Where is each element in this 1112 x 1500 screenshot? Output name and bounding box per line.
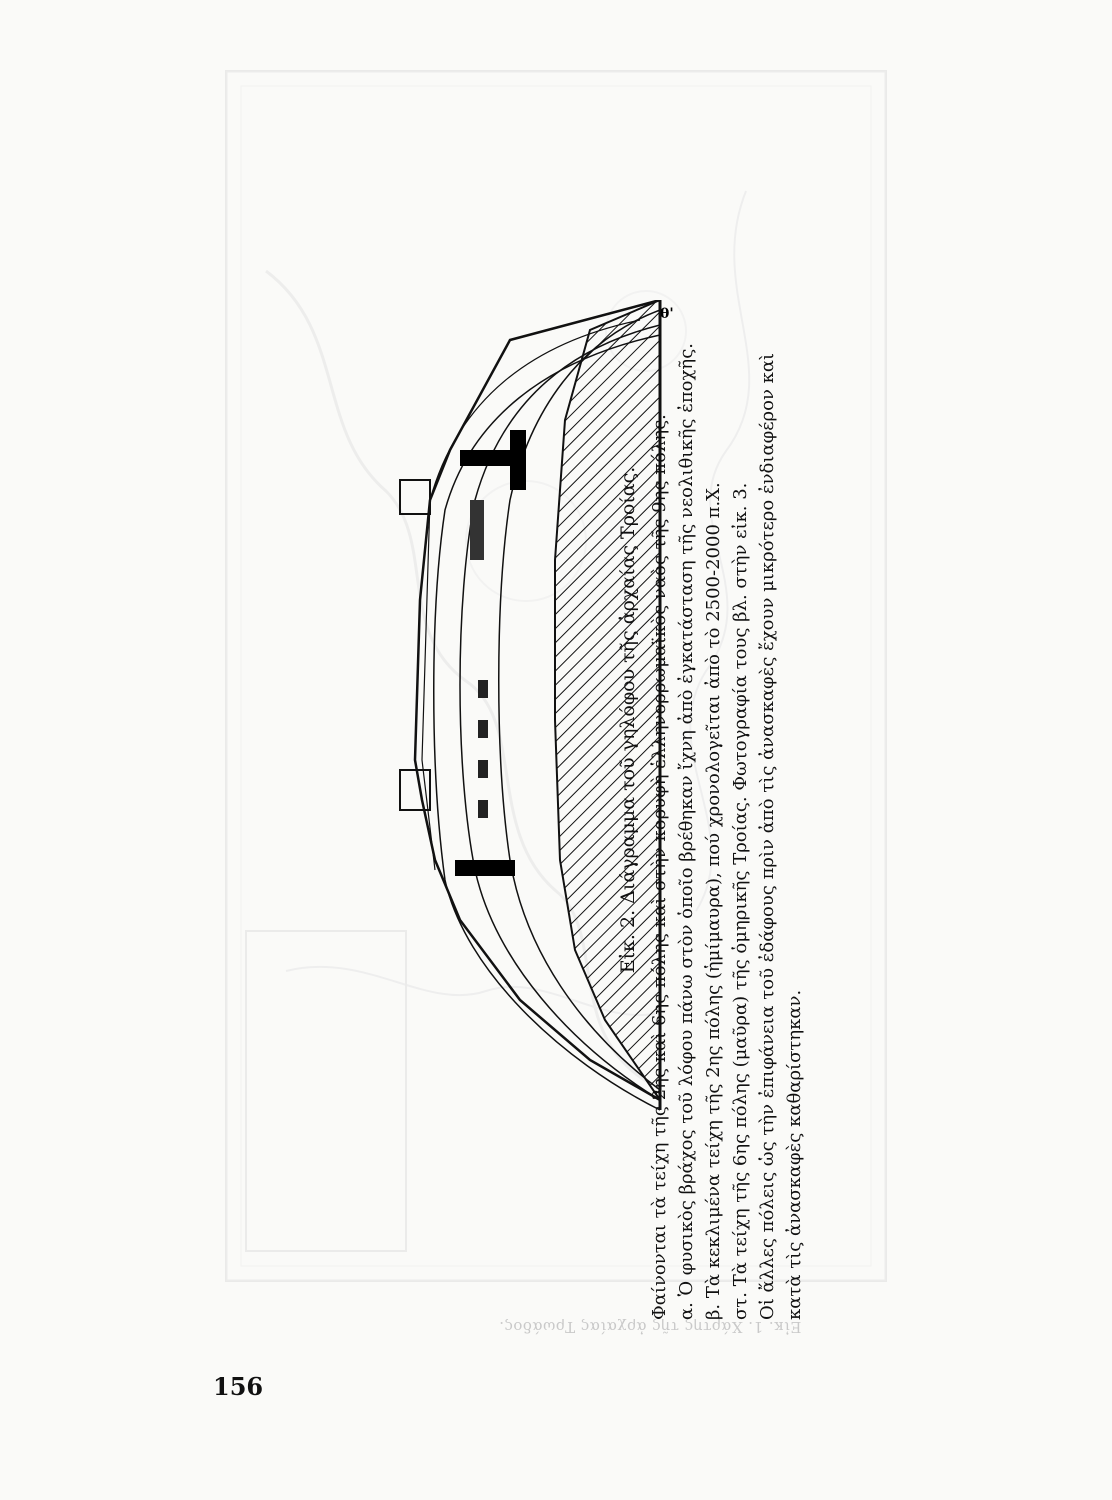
wall-2nd-city xyxy=(478,720,488,738)
wall-6th-city xyxy=(455,860,515,876)
page-number: 156 xyxy=(213,1372,264,1401)
wall-2nd-city xyxy=(478,760,488,778)
caption-line: στ. Τὰ τείχη τῆς 6ης πόλης (μαῦρα) τῆς ὁμηρικῆς Τροίας. Φωτογραφία τους βλ. στὴν εἰκ. 3. xyxy=(730,482,751,1320)
caption-line: β. Τὰ κεκλιμένα τείχη τῆς 2ης πόλης (ἡμίμαυρα), πού χρονολογεῖται ἀπὸ τὸ 2500-2000 π.Χ. xyxy=(703,482,724,1320)
figure-title: Εἰκ. 2. Διάγραμμα τοῦ γηλόφου τῆς ἀρχαίας Τροίας. xyxy=(617,466,639,974)
caption-line: κατὰ τὶς ἀνασκαφὲς καθαρίστηκαν. xyxy=(784,989,805,1320)
wall-2nd-city xyxy=(470,500,484,560)
caption-line: Οἱ ἄλλες πόλεις ὡς τὴν ἐπιφάνεια τοῦ ἐδάφους πρὶν ἀπὸ τὶς ἀνασκαφὲς ἔχουν μικρότερο ἐνδιαφέρον καὶ xyxy=(757,352,778,1320)
diagram-label-theta: θ' xyxy=(660,306,674,322)
wall-2nd-city xyxy=(478,800,488,818)
figure-caption xyxy=(615,120,845,1320)
show-through-caption: Εἰκ. 1. Χάρτης τῆς ἀρχαίας Τρωάδος. xyxy=(498,1318,802,1336)
wall-2nd-city xyxy=(478,680,488,698)
wall-6th-city xyxy=(510,430,526,490)
caption-line: Φαίνονται τὰ τείχη τῆς 2ης καὶ 6ης πόλης καὶ στὴν κορυφὴ ἑλληνορρωμαϊκὸς ναὸς τῆς 9ης πόλης. xyxy=(649,414,670,1320)
temple-9th-city xyxy=(400,480,430,514)
caption-line: α. Ὁ φυσικὸς βράχος τοῦ λόφου πάνω στὸν ὁποῖο βρέθηκαν ἴχνη ἀπὸ ἐγκατάσταση τῆς νεολιθικῆς ἐποχῆς. xyxy=(676,342,697,1320)
